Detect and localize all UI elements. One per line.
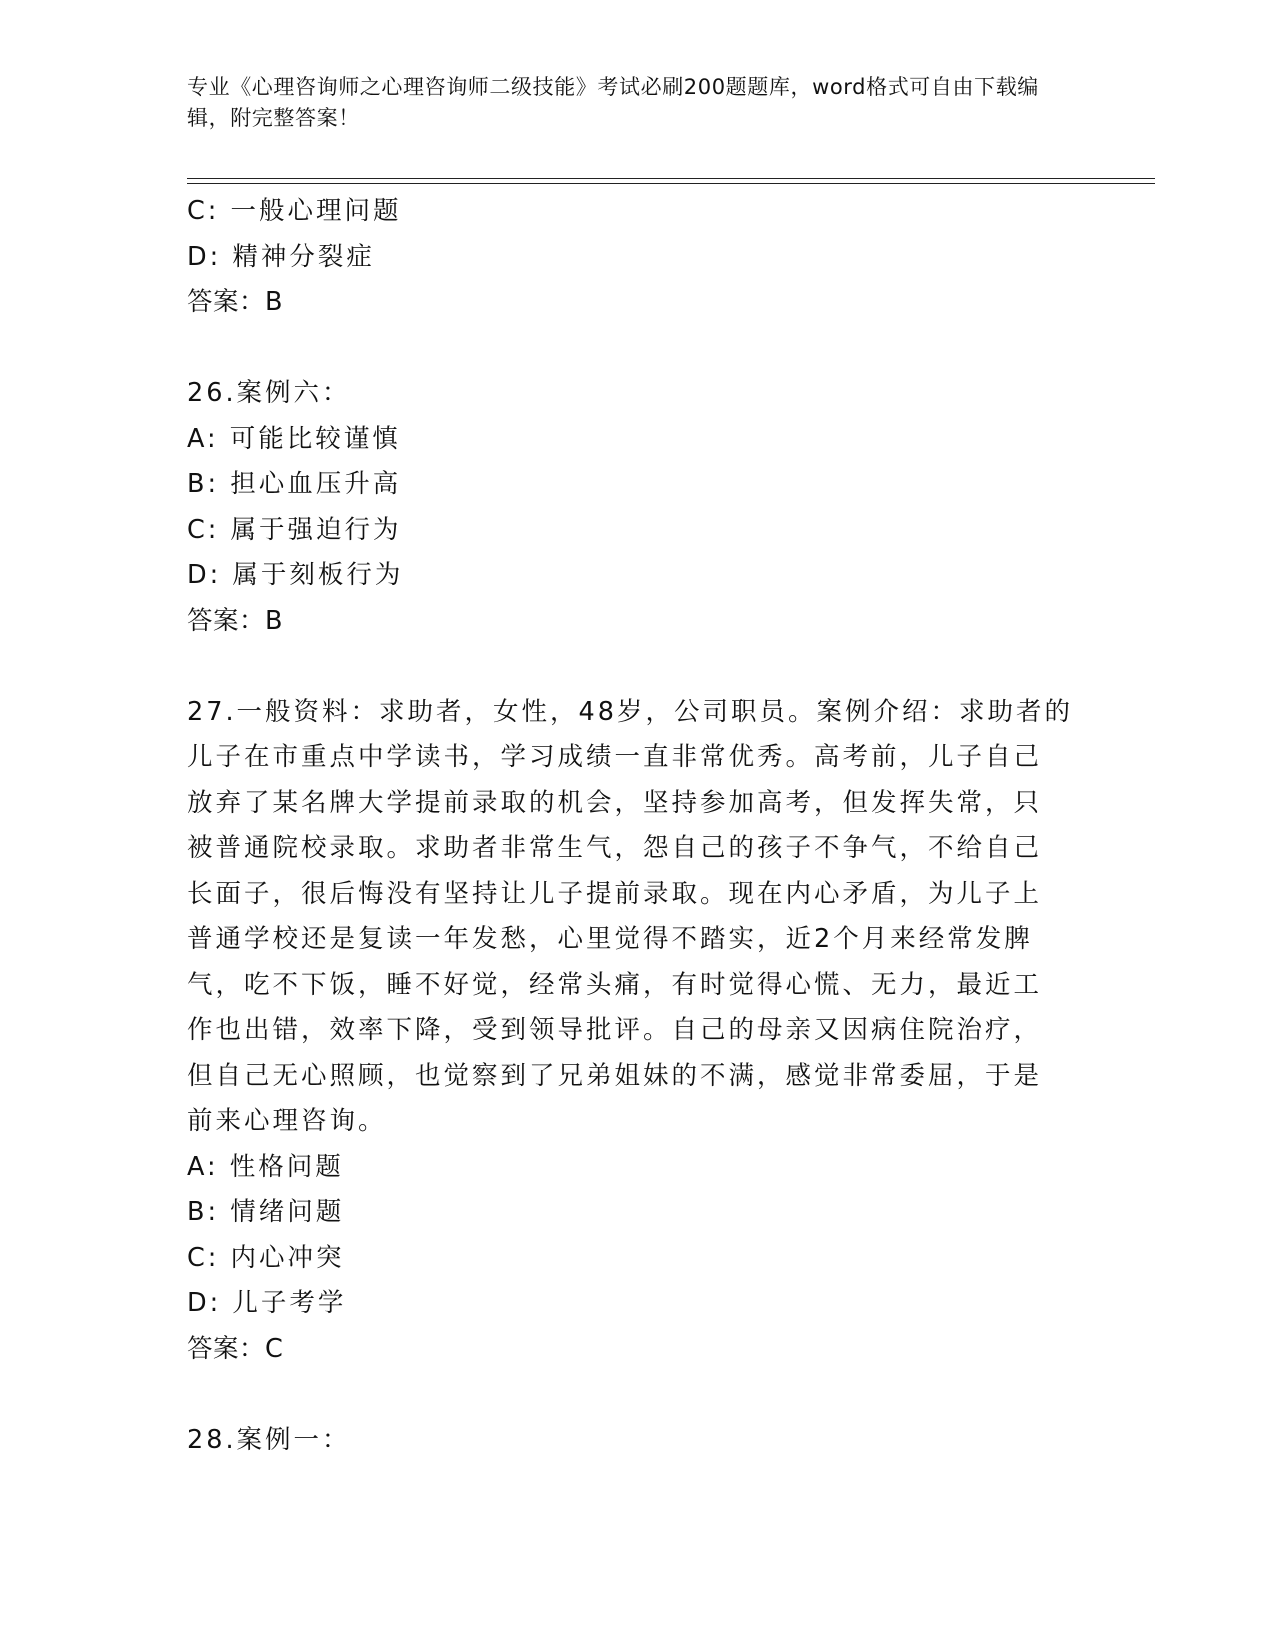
question-text-line: 27.一般资料：求助者，女性，48岁，公司职员。案例介绍：求助者的	[187, 696, 1074, 727]
header-divider-bottom	[187, 183, 1155, 184]
question-text-line: 儿子在市重点中学读书，学习成绩一直非常优秀。高考前，儿子自己	[187, 742, 1043, 772]
option-c: C: 属于强迫行为	[187, 514, 402, 545]
question-26	[187, 371, 1087, 644]
question-title: 26.案例六：	[187, 378, 351, 408]
answer-line: 答案：B	[187, 605, 283, 636]
option-d: D: 精神分裂症	[187, 241, 375, 272]
question-list	[187, 189, 1087, 1463]
question-title: 28.案例一：	[187, 1424, 351, 1455]
option-d: D: 属于刻板行为	[187, 560, 404, 590]
option-c: C: 内心冲突	[187, 1242, 345, 1273]
question-text-line: 普通学校还是复读一年发愁，心里觉得不踏实，近2个月来经常发脾	[187, 924, 1033, 954]
option-d: D: 儿子考学	[187, 1288, 347, 1318]
document-header	[187, 72, 1067, 134]
question-text-line: 作也出错，效率下降，受到领导批评。自己的母亲又因病住院治疗，	[187, 1015, 1043, 1045]
answer-line: 答案：B	[187, 287, 283, 317]
spacer	[187, 326, 1087, 372]
question-28	[187, 1418, 1087, 1464]
option-b: B: 情绪问题	[187, 1197, 345, 1227]
question-text-line: 但自己无心照顾，也觉察到了兄弟姐妹的不满，感觉非常委屈，于是	[187, 1060, 1043, 1091]
spacer	[187, 1372, 1087, 1418]
question-text-line: 被普通院校录取。求助者非常生气，怨自己的孩子不争气，不给自己	[187, 833, 1043, 863]
question-text-line: 长面子，很后悔没有坚持让儿子提前录取。现在内心矛盾，为儿子上	[187, 878, 1043, 909]
question-25-tail	[187, 189, 1087, 326]
option-a: A: 可能比较谨慎	[187, 423, 401, 454]
spacer	[187, 644, 1087, 690]
option-a: A: 性格问题	[187, 1151, 344, 1182]
question-27	[187, 690, 1087, 1373]
header-divider-top	[187, 178, 1155, 179]
header-text: 专业《心理咨询师之心理咨询师二级技能》考试必刷200题题库，word格式可自由下载编辑，附完整答案！	[187, 75, 1039, 130]
answer-line: 答案：C	[187, 1333, 284, 1364]
question-text-line: 前来心理咨询。	[187, 1106, 387, 1136]
option-c: C: 一般心理问题	[187, 196, 402, 226]
option-b: B: 担心血压升高	[187, 469, 402, 499]
question-text-line: 气，吃不下饭，睡不好觉，经常头痛，有时觉得心慌、无力，最近工	[187, 969, 1043, 1000]
question-text-line: 放弃了某名牌大学提前录取的机会，坚持参加高考，但发挥失常，只	[187, 787, 1043, 818]
